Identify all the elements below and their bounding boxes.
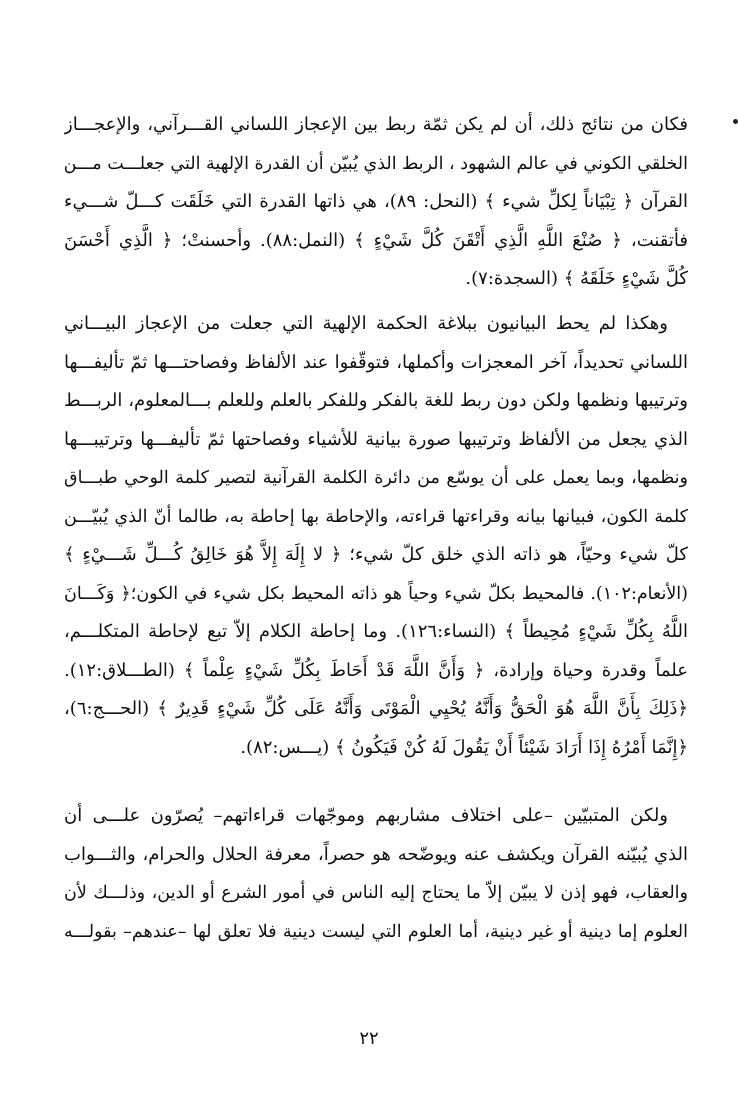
text-line: الخلقي الكوني في عالم الشهود ، الربط الذي يُبيّن أن القدرة الإلهية التي جعلـــت مـــن: [64, 153, 688, 174]
text-line: ﴿إِنَّمَا أَمْرُهُ إِذَا أَرَادَ شَيْئاً أَنْ يَقُولَ لَهُ كُنْ فَيَكُونُ ﴾ (يـــس:٨٢).: [240, 736, 688, 758]
text-line: علماً وقدرة وحياة وإرادة، ﴿ وَأَنَّ اللَّهَ قَدْ أَحَاطَ بِكُلِّ شَيْءٍ عِلْماً ﴾ (الطـــلاق:١٢).: [64, 659, 688, 681]
text-line: اللساني تحديداً، آخر المعجزات وأكملها، فتوقّفوا عند الألفاظ وفصاحتـــها ثمّ تأليفـــها: [64, 351, 688, 373]
margin-mark: [733, 119, 738, 124]
paragraph-1: [64, 106, 688, 299]
text-line: ولكن المتبيّين –على اختلاف مشاربهم وموجّهات قراءاتهم– يُصرّون علـــى أن: [64, 805, 668, 826]
text-line: ونظمها، وبما يعمل على أن يوسّع من دائرة الكلمة القرآنية لتصير كلمة الوحي طبـــاق: [64, 468, 688, 488]
text-line: (الأنعام:١٠٢). فالمحيط بكلّ شيء وحياً هو ذاته المحيط بكل شيء في الكون؛﴿ وَكَـــانَ: [64, 583, 688, 604]
text-line: وهكذا لم يحط البيانيون ببلاغة الحكمة الإلهية التي جعلت من الإعجاز البيـــاني: [64, 313, 668, 334]
text-line: والعقاب، فهو إذن لا يبيّن إلاّ ما يحتاج إليه الناس في أمور الشرع أو الدين، وذلـــك لأن: [64, 883, 688, 903]
text-line: كلمة الكون، فبيانها بيانه وقراءتها قراءته، والإحاطة بها إحاطة به، طالما أنّ الذي يُبيّـــن: [64, 506, 688, 527]
text-line: العلوم إما دينية أو غير دينية، أما العلوم التي ليست دينية فلا تعلق لها –عندهم– بقولـــه: [64, 921, 688, 942]
text-line: اللَّهُ بِكُلِّ شَيْءٍ مُحِيطاً ﴾ (النساء:١٢٦). وما إحاطة الكلام إلاّ تبع لإحاطة المتكلـــم،: [64, 621, 688, 642]
text-line: وترتيبها ونظمها ولكن دون ربط للغة بالفكر وللفكر بالعلم وللعلم بـــالمعلوم، الربـــط: [64, 390, 688, 411]
text-line: فأتقنت، ﴿ صُنْعَ اللَّهِ الَّذِي أَتْقَنَ كُلَّ شَيْءٍ ﴾ (النمل:٨٨). وأحسنتْ؛ ﴿ الَّذِي أَحْسَنَ: [64, 229, 688, 251]
text-line: الذي يجعل من الألفاظ وترتيبها صورة بيانية للأشياء وفصاحتها ثمّ تأليفـــها وترتيبـــها: [64, 428, 688, 450]
page-number: ٢٢: [359, 1028, 379, 1049]
paragraph-3: [64, 797, 688, 951]
text-line: فكان من نتائج ذلك، أن لم يكن ثمّة ربط بين الإعجاز اللساني القـــرآني، والإعجـــاز: [64, 114, 688, 135]
text-line: كُلَّ شَيْءٍ خَلَقَهُ ﴾ (السجدة:٧).: [465, 268, 688, 289]
text-line: القرآن ﴿ تِبْيَاناً لِكلِّ شيء ﴾ (النحل: ٨٩)، هي ذاتها القدرة التي خَلَقَت كـــلّ شـــيء: [64, 191, 688, 212]
paragraph-2: [64, 305, 688, 767]
text-line: كلّ شيء وحيّاً، هو ذاته الذي خلق كلّ شيء؛ ﴿ لا إِلَهَ إِلاَّ هُوَ خَالِقُ كُـــلِّ شَـــيْءٍ ﴾: [64, 544, 688, 565]
text-line: ﴿ذَلِكَ بِأَنَّ اللَّهَ هُوَ الْحَقُّ وَأَنَّهُ يُحْيِي الْمَوْتَى وَأَنَّهُ عَلَى كُلِّ شَيْءٍ قَدِيرٌ ﴾ (الحـــج:٦)،: [64, 698, 688, 719]
text-line: الذي يُبيّنه القرآن ويكشف عنه ويوضّحه هو حصراً، معرفة الحلال والحرام، والثـــواب: [64, 843, 688, 865]
